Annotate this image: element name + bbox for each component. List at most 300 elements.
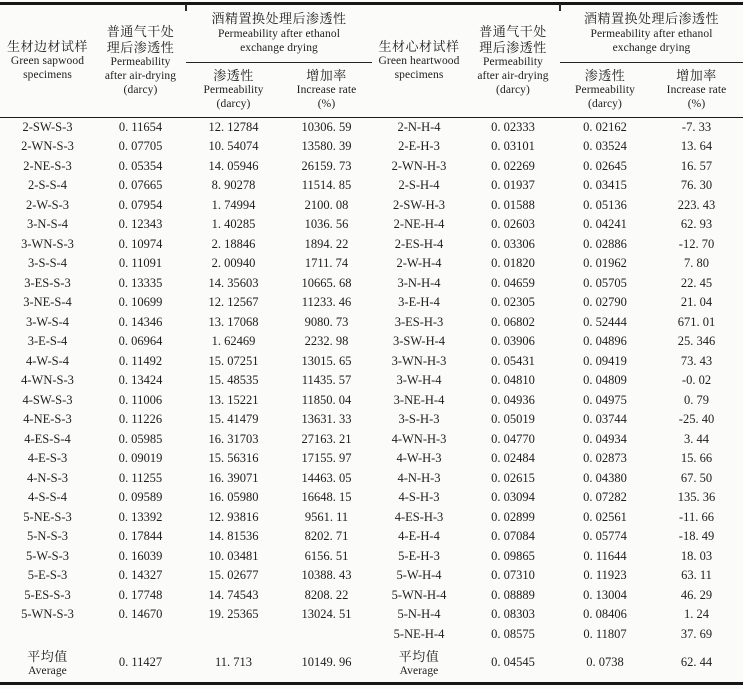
heartwood-increase-rate-cell: -11. 66: [679, 509, 714, 524]
heartwood-increase-rate-cell: 13. 64: [680, 139, 713, 153]
header-ethanol-left-en2: exchange drying: [240, 41, 318, 54]
heartwood-id-cell: 3-W-H-4: [396, 373, 442, 387]
sapwood-ethanol-permeability-cell: 15. 56316: [208, 451, 259, 465]
sapwood-increase-rate-cell: 11233. 46: [301, 295, 352, 309]
header-rate-left-unit: (%): [317, 98, 336, 111]
sapwood-increase-rate-cell: 11850. 04: [301, 392, 352, 407]
table-header: [0, 5, 743, 118]
heartwood-increase-rate-cell: 7. 80: [684, 256, 709, 270]
heartwood-airdry-permeability-cell: 0. 08303: [491, 607, 535, 621]
average-heartwood-rate-cell: 62. 44: [680, 655, 713, 670]
sapwood-id-cell: 5-W-S-3: [25, 548, 70, 563]
sapwood-ethanol-permeability-cell: 15. 02677: [208, 568, 259, 582]
heartwood-airdry-permeability-cell: 0. 03101: [491, 139, 535, 153]
sapwood-airdry-permeability-cell: 0. 11226: [118, 412, 163, 426]
table-row: [0, 293, 743, 313]
heartwood-airdry-permeability-cell: 0. 03094: [491, 490, 535, 504]
header-perm-right-unit: (darcy): [588, 98, 622, 111]
sapwood-airdry-permeability-cell: 0. 09019: [118, 451, 163, 465]
table-row: [0, 586, 743, 606]
heartwood-ethanol-permeability-cell: 0. 02561: [583, 509, 627, 524]
sapwood-increase-rate-cell: 26159. 73: [301, 158, 352, 173]
sapwood-ethanol-permeability-cell: 2. 00940: [211, 256, 256, 270]
heartwood-airdry-permeability-cell: 0. 04770: [491, 431, 535, 446]
table-row: [0, 469, 743, 489]
header-ethanol-left-subcolumns: [186, 63, 372, 117]
column-tick-mark: [559, 4, 561, 11]
heartwood-increase-rate-cell: -0. 02: [681, 373, 712, 387]
sapwood-id-cell: 4-N-S-3: [27, 470, 68, 485]
sapwood-id-cell: 5-WN-S-3: [21, 607, 74, 621]
heartwood-ethanol-permeability-cell: 0. 05705: [583, 275, 627, 290]
table-row: [0, 176, 743, 196]
heartwood-id-cell: 3-SW-H-4: [392, 334, 446, 348]
heartwood-increase-rate-cell: 62. 93: [680, 217, 713, 231]
sapwood-increase-rate-cell: 11514. 85: [301, 178, 352, 192]
sapwood-increase-rate-cell: 10306. 59: [301, 119, 352, 134]
heartwood-airdry-permeability-cell: 0. 07310: [491, 568, 535, 582]
header-rate-right: [650, 63, 743, 117]
heartwood-increase-rate-cell: 21. 04: [680, 295, 713, 309]
table-row: [0, 118, 743, 138]
table-row: [0, 488, 743, 508]
heartwood-ethanol-permeability-cell: 0. 03524: [583, 139, 627, 153]
sapwood-airdry-permeability-cell: 0. 05985: [118, 431, 163, 446]
average-label-right-en: Average: [399, 664, 439, 677]
table-row: [0, 410, 743, 430]
header-airdry-right: [466, 5, 560, 117]
heartwood-airdry-permeability-cell: 0. 01588: [491, 197, 535, 212]
heartwood-increase-rate-cell: 0. 79: [684, 392, 709, 407]
sapwood-airdry-permeability-cell: 0. 06964: [118, 334, 163, 348]
sapwood-increase-rate-cell: 6156. 51: [304, 548, 349, 563]
average-sapwood-airdry-cell: 0. 11427: [118, 655, 163, 670]
sapwood-airdry-permeability-cell: 0. 12343: [118, 217, 163, 231]
header-airdry-left-zh1: 普通气干处: [106, 24, 175, 39]
average-label-right-zh: 平均值: [398, 648, 440, 664]
average-sapwood-rate-cell: 10149. 96: [301, 655, 352, 670]
table-row: [0, 332, 743, 352]
heartwood-increase-rate-cell: 223. 43: [677, 197, 716, 212]
sapwood-airdry-permeability-cell: 0. 14346: [118, 314, 163, 329]
sapwood-ethanol-permeability-cell: 16. 39071: [208, 470, 259, 485]
heartwood-id-cell: 4-ES-H-3: [394, 509, 444, 524]
sapwood-ethanol-permeability-cell: 10. 54074: [208, 139, 259, 153]
header-rate-right-unit: (%): [687, 98, 706, 111]
heartwood-ethanol-permeability-cell: 0. 02873: [583, 451, 627, 465]
column-tick-mark: [185, 4, 187, 11]
table-row: [0, 157, 743, 177]
sapwood-increase-rate-cell: 1036. 56: [304, 217, 349, 231]
heartwood-id-cell: 2-N-H-4: [397, 119, 441, 134]
heartwood-airdry-permeability-cell: 0. 04810: [491, 373, 535, 387]
sapwood-airdry-permeability-cell: 0. 07705: [118, 139, 163, 153]
heartwood-airdry-permeability-cell: 0. 02305: [491, 295, 535, 309]
heartwood-airdry-permeability-cell: 0. 06802: [491, 314, 535, 329]
heartwood-ethanol-permeability-cell: 0. 52444: [583, 314, 627, 329]
sapwood-increase-rate-cell: 16648. 15: [301, 490, 352, 504]
heartwood-increase-rate-cell: 63. 11: [681, 568, 712, 582]
sapwood-ethanol-permeability-cell: 14. 74543: [208, 587, 259, 602]
table-row: [0, 196, 743, 216]
heartwood-id-cell: 4-S-H-3: [398, 490, 440, 504]
sapwood-increase-rate-cell: 9561. 11: [304, 509, 349, 524]
heartwood-airdry-permeability-cell: 0. 02603: [491, 217, 535, 231]
heartwood-ethanol-permeability-cell: 0. 04380: [583, 470, 627, 485]
heartwood-ethanol-permeability-cell: 0. 11923: [583, 568, 627, 582]
heartwood-increase-rate-cell: -18. 49: [678, 529, 715, 543]
header-airdry-left: [95, 5, 186, 117]
table-row: [0, 605, 743, 625]
sapwood-increase-rate-cell: 1894. 22: [304, 236, 349, 251]
sapwood-increase-rate-cell: 27163. 21: [301, 431, 352, 446]
table-row: [0, 274, 743, 294]
sapwood-ethanol-permeability-cell: 14. 05946: [208, 158, 259, 173]
sapwood-id-cell: 5-E-S-3: [27, 568, 68, 582]
table-row: [0, 235, 743, 255]
table-row: [0, 508, 743, 528]
heartwood-ethanol-permeability-cell: 0. 02790: [583, 295, 627, 309]
heartwood-id-cell: 5-N-H-4: [397, 607, 441, 621]
heartwood-increase-rate-cell: 135. 36: [677, 490, 716, 504]
sapwood-id-cell: 4-WN-S-3: [21, 373, 74, 387]
sapwood-increase-rate-cell: 10665. 68: [301, 275, 352, 290]
sapwood-ethanol-permeability-cell: 15. 41479: [208, 412, 259, 426]
heartwood-ethanol-permeability-cell: 0. 11644: [583, 548, 627, 563]
header-rate-right-en: Increase rate: [666, 84, 727, 97]
sapwood-id-cell: 5-ES-S-3: [24, 587, 71, 602]
heartwood-increase-rate-cell: 1. 24: [684, 607, 709, 621]
header-perm-left-zh: 渗透性: [213, 67, 254, 83]
sapwood-ethanol-permeability-cell: 16. 05980: [208, 490, 259, 504]
heartwood-id-cell: 2-W-H-4: [396, 256, 442, 270]
sapwood-ethanol-permeability-cell: 2. 18846: [211, 236, 256, 251]
sapwood-increase-rate-cell: 8202. 71: [304, 529, 349, 543]
table-row: [0, 527, 743, 547]
heartwood-ethanol-permeability-cell: 0. 04934: [583, 431, 627, 446]
heartwood-ethanol-permeability-cell: 0. 04809: [583, 373, 627, 387]
sapwood-airdry-permeability-cell: 0. 07954: [118, 197, 163, 212]
sapwood-airdry-permeability-cell: 0. 11006: [118, 392, 163, 407]
heartwood-ethanol-permeability-cell: 0. 07282: [583, 490, 627, 504]
header-sapwood-zh: 生材边材试样: [6, 38, 88, 54]
header-sapwood-en1: Green sapwood: [10, 55, 85, 68]
heartwood-id-cell: 3-ES-H-3: [394, 314, 444, 329]
header-airdry-right-zh2: 理后渗透性: [479, 39, 547, 55]
heartwood-id-cell: 4-W-H-3: [396, 451, 442, 465]
heartwood-increase-rate-cell: -7. 33: [681, 119, 712, 134]
table-row: [0, 566, 743, 586]
heartwood-airdry-permeability-cell: 0. 07084: [491, 529, 535, 543]
header-perm-right-zh: 渗透性: [584, 67, 626, 83]
header-airdry-right-zh1: 普通气干处: [479, 24, 547, 39]
sapwood-ethanol-permeability-cell: 1. 40285: [211, 217, 256, 231]
heartwood-airdry-permeability-cell: 0. 08575: [491, 626, 535, 641]
heartwood-increase-rate-cell: 15. 66: [680, 451, 713, 465]
sapwood-id-cell: 2-W-S-3: [25, 197, 70, 212]
table-row: [0, 371, 743, 391]
heartwood-ethanol-permeability-cell: 0. 03415: [583, 178, 627, 192]
sapwood-airdry-permeability-cell: 0. 13392: [118, 509, 163, 524]
table-row: [0, 137, 743, 157]
header-ethanol-left-title: [186, 5, 372, 63]
sapwood-id-cell: 4-SW-S-3: [22, 392, 73, 407]
sapwood-airdry-permeability-cell: 0. 11255: [118, 470, 163, 485]
heartwood-ethanol-permeability-cell: 0. 03744: [583, 412, 627, 426]
table-row: [0, 547, 743, 567]
heartwood-increase-rate-cell: 3. 44: [684, 431, 709, 446]
heartwood-ethanol-permeability-cell: 0. 08406: [583, 607, 627, 621]
heartwood-ethanol-permeability-cell: 0. 13004: [583, 587, 627, 602]
header-heartwood-zh: 生材心材试样: [378, 38, 460, 54]
heartwood-id-cell: 4-E-H-4: [398, 529, 440, 543]
heartwood-ethanol-permeability-cell: 0. 02886: [583, 236, 627, 251]
heartwood-increase-rate-cell: 73. 43: [680, 353, 713, 368]
header-ethanol-right-subcolumns: [560, 63, 743, 117]
sapwood-id-cell: 3-E-S-4: [27, 334, 68, 348]
sapwood-ethanol-permeability-cell: 13. 15221: [208, 392, 259, 407]
header-airdry-left-unit: (darcy): [123, 84, 158, 96]
sapwood-ethanol-permeability-cell: 14. 35603: [208, 275, 259, 290]
sapwood-airdry-permeability-cell: 0. 10974: [118, 236, 163, 251]
heartwood-id-cell: 5-NE-H-4: [393, 626, 445, 641]
heartwood-airdry-permeability-cell: 0. 09865: [491, 548, 535, 563]
header-ethanol-group-right: [560, 5, 743, 117]
sapwood-increase-rate-cell: 14463. 05: [301, 470, 352, 485]
average-label-right: [372, 649, 466, 678]
table-row: [0, 391, 743, 411]
heartwood-id-cell: 2-E-H-3: [398, 139, 440, 153]
heartwood-increase-rate-cell: -12. 70: [678, 236, 715, 251]
heartwood-id-cell: 2-ES-H-4: [394, 236, 444, 251]
sapwood-airdry-permeability-cell: 0. 10699: [118, 295, 163, 309]
header-airdry-left-en1: Permeability: [110, 56, 171, 68]
heartwood-ethanol-permeability-cell: 0. 04241: [583, 217, 627, 231]
average-sapwood-ethanol-cell: 11. 713: [214, 655, 253, 670]
heartwood-ethanol-permeability-cell: 0. 04896: [583, 334, 627, 348]
sapwood-airdry-permeability-cell: 0. 17748: [118, 587, 163, 602]
header-sapwood-en2: specimens: [23, 69, 72, 82]
sapwood-increase-rate-cell: 1711. 74: [304, 256, 349, 270]
table-row: [0, 430, 743, 450]
sapwood-ethanol-permeability-cell: 12. 93816: [208, 509, 259, 524]
header-airdry-left-en2: after air-drying: [104, 70, 177, 82]
heartwood-ethanol-permeability-cell: 0. 02645: [583, 158, 627, 173]
header-heartwood-specimens: [372, 5, 466, 117]
heartwood-increase-rate-cell: 46. 29: [680, 587, 713, 602]
sapwood-id-cell: 4-W-S-4: [25, 353, 70, 368]
heartwood-increase-rate-cell: 16. 57: [680, 158, 713, 173]
heartwood-airdry-permeability-cell: 0. 02615: [491, 470, 535, 485]
header-ethanol-right-title: [560, 5, 743, 63]
heartwood-increase-rate-cell: 22. 45: [680, 275, 713, 290]
heartwood-airdry-permeability-cell: 0. 03906: [491, 334, 535, 348]
heartwood-airdry-permeability-cell: 0. 04936: [491, 392, 535, 407]
sapwood-id-cell: 2-NE-S-3: [23, 158, 72, 173]
sapwood-airdry-permeability-cell: 0. 13335: [118, 275, 163, 290]
heartwood-ethanol-permeability-cell: 0. 11807: [583, 626, 627, 641]
heartwood-increase-rate-cell: 25. 346: [677, 334, 716, 348]
heartwood-increase-rate-cell: 18. 03: [680, 548, 713, 563]
average-heartwood-airdry-cell: 0. 04545: [491, 655, 535, 670]
header-ethanol-right-en1: Permeability after ethanol: [590, 27, 713, 40]
heartwood-id-cell: 4-N-H-3: [397, 470, 441, 485]
sapwood-id-cell: 3-S-S-4: [28, 256, 67, 270]
sapwood-id-cell: 4-ES-S-4: [24, 431, 71, 446]
sapwood-increase-rate-cell: 2100. 08: [304, 197, 349, 212]
average-heartwood-ethanol-cell: 0. 0738: [586, 655, 624, 670]
header-ethanol-right-zh: 酒精置换处理后渗透性: [583, 11, 719, 27]
sapwood-id-cell: 3-WN-S-3: [21, 236, 74, 251]
header-rate-left-zh: 增加率: [306, 67, 347, 83]
sapwood-airdry-permeability-cell: 0. 14670: [118, 607, 163, 621]
table-row: [0, 313, 743, 333]
heartwood-airdry-permeability-cell: 0. 01937: [491, 178, 535, 192]
header-ethanol-left-zh: 酒精置换处理后渗透性: [211, 11, 347, 27]
header-perm-right-en: Permeability: [575, 84, 635, 97]
heartwood-increase-rate-cell: 67. 50: [680, 470, 713, 485]
average-label-left-zh: 平均值: [27, 648, 68, 664]
sapwood-airdry-permeability-cell: 0. 09589: [118, 490, 163, 504]
heartwood-airdry-permeability-cell: 0. 08889: [491, 587, 535, 602]
header-heartwood-en1: Green heartwood: [378, 55, 460, 68]
heartwood-airdry-permeability-cell: 0. 03306: [491, 236, 535, 251]
heartwood-increase-rate-cell: -25. 40: [678, 412, 715, 426]
average-row: [0, 644, 743, 682]
header-heartwood-en2: specimens: [394, 69, 444, 82]
sapwood-increase-rate-cell: 13631. 33: [301, 412, 352, 426]
sapwood-airdry-permeability-cell: 0. 16039: [118, 548, 163, 563]
average-label-left-en: Average: [28, 664, 67, 677]
header-airdry-right-unit: (darcy): [496, 84, 530, 96]
sapwood-increase-rate-cell: 10388. 43: [301, 568, 352, 582]
heartwood-ethanol-permeability-cell: 0. 05774: [583, 529, 627, 543]
sapwood-id-cell: 5-N-S-3: [27, 529, 68, 543]
header-perm-left-en: Permeability: [203, 84, 264, 97]
sapwood-ethanol-permeability-cell: 8. 90278: [211, 178, 256, 192]
heartwood-id-cell: 5-E-H-3: [398, 548, 440, 563]
header-sapwood-specimens: [0, 5, 95, 117]
heartwood-ethanol-permeability-cell: 0. 05136: [583, 197, 627, 212]
heartwood-id-cell: 5-WN-H-4: [391, 587, 447, 602]
sapwood-increase-rate-cell: 17155. 97: [301, 451, 352, 465]
sapwood-ethanol-permeability-cell: 1. 74994: [211, 197, 256, 212]
table-row: [0, 254, 743, 274]
heartwood-id-cell: 2-S-H-4: [398, 178, 440, 192]
sapwood-id-cell: 5-NE-S-3: [23, 509, 72, 524]
table-row: [0, 449, 743, 469]
sapwood-id-cell: 3-W-S-4: [25, 314, 70, 329]
sapwood-airdry-permeability-cell: 0. 11492: [118, 353, 163, 368]
sapwood-airdry-permeability-cell: 0. 11654: [118, 119, 163, 134]
header-rate-left-en: Increase rate: [296, 84, 357, 97]
sapwood-airdry-permeability-cell: 0. 17844: [118, 529, 163, 543]
heartwood-id-cell: 2-NE-H-4: [393, 217, 445, 231]
heartwood-id-cell: 3-N-H-4: [397, 275, 441, 290]
header-perm-left: [186, 63, 281, 117]
sapwood-increase-rate-cell: 2232. 98: [304, 334, 349, 348]
heartwood-increase-rate-cell: 671. 01: [677, 314, 716, 329]
sapwood-id-cell: 2-SW-S-3: [22, 119, 73, 134]
sapwood-ethanol-permeability-cell: 14. 81536: [208, 529, 259, 543]
header-perm-left-unit: (darcy): [216, 98, 251, 111]
sapwood-increase-rate-cell: 9080. 73: [304, 314, 349, 329]
heartwood-airdry-permeability-cell: 0. 05019: [491, 412, 535, 426]
header-ethanol-group-left: [186, 5, 372, 117]
header-ethanol-left-en1: Permeability after ethanol: [217, 27, 341, 40]
sapwood-airdry-permeability-cell: 0. 11091: [118, 256, 163, 270]
sapwood-airdry-permeability-cell: 0. 14327: [118, 568, 163, 582]
sapwood-id-cell: 3-ES-S-3: [24, 275, 71, 290]
sapwood-airdry-permeability-cell: 0. 07665: [118, 178, 163, 192]
sapwood-increase-rate-cell: 13015. 65: [301, 353, 352, 368]
header-ethanol-right-en2: exchange drying: [612, 41, 691, 54]
heartwood-id-cell: 3-E-H-4: [398, 295, 440, 309]
sapwood-increase-rate-cell: 8208. 22: [304, 587, 349, 602]
heartwood-id-cell: 5-W-H-4: [396, 568, 442, 582]
heartwood-airdry-permeability-cell: 0. 02484: [491, 451, 535, 465]
sapwood-id-cell: 4-E-S-3: [27, 451, 68, 465]
sapwood-id-cell: 2-WN-S-3: [21, 139, 74, 153]
heartwood-airdry-permeability-cell: 0. 01820: [491, 256, 535, 270]
heartwood-airdry-permeability-cell: 0. 05431: [491, 353, 535, 368]
heartwood-id-cell: 2-SW-H-3: [392, 197, 446, 212]
heartwood-increase-rate-cell: 37. 69: [680, 626, 713, 641]
sapwood-ethanol-permeability-cell: 15. 07251: [208, 353, 259, 368]
sapwood-id-cell: 3-N-S-4: [27, 217, 68, 231]
table-row: [0, 352, 743, 372]
heartwood-ethanol-permeability-cell: 0. 04975: [583, 392, 627, 407]
heartwood-airdry-permeability-cell: 0. 04659: [491, 275, 535, 290]
table-bottom-rule: [0, 682, 743, 685]
sapwood-airdry-permeability-cell: 0. 13424: [118, 373, 163, 387]
sapwood-id-cell: 3-NE-S-4: [23, 295, 72, 309]
heartwood-id-cell: 2-WN-H-3: [391, 158, 447, 173]
sapwood-increase-rate-cell: 13024. 51: [301, 607, 352, 621]
header-rate-left: [281, 63, 372, 117]
heartwood-ethanol-permeability-cell: 0. 02162: [583, 119, 627, 134]
sapwood-id-cell: 4-S-S-4: [28, 490, 67, 504]
heartwood-id-cell: 3-S-H-3: [398, 412, 440, 426]
sapwood-ethanol-permeability-cell: 12. 12567: [208, 295, 259, 309]
average-label-left: [0, 649, 95, 678]
table-row: [0, 625, 743, 645]
heartwood-id-cell: 3-NE-H-4: [393, 392, 445, 407]
table-row: [0, 215, 743, 235]
header-airdry-right-en1: Permeability: [483, 56, 543, 68]
sapwood-ethanol-permeability-cell: 16. 31703: [208, 431, 259, 446]
heartwood-id-cell: 4-WN-H-3: [391, 431, 447, 446]
sapwood-increase-rate-cell: 13580. 39: [301, 139, 352, 153]
sapwood-ethanol-permeability-cell: 13. 17068: [208, 314, 259, 329]
sapwood-airdry-permeability-cell: 0. 05354: [118, 158, 163, 173]
sapwood-ethanol-permeability-cell: 19. 25365: [208, 607, 259, 621]
sapwood-ethanol-permeability-cell: 10. 03481: [208, 548, 259, 563]
heartwood-ethanol-permeability-cell: 0. 09419: [583, 353, 627, 368]
heartwood-airdry-permeability-cell: 0. 02269: [491, 158, 535, 173]
header-perm-right: [560, 63, 650, 117]
permeability-comparison-table: [0, 2, 743, 685]
header-rate-right-zh: 增加率: [676, 67, 717, 83]
heartwood-airdry-permeability-cell: 0. 02333: [491, 119, 535, 134]
sapwood-id-cell: 4-NE-S-3: [23, 412, 72, 426]
heartwood-id-cell: 3-WN-H-3: [391, 353, 447, 368]
heartwood-increase-rate-cell: 76. 30: [680, 178, 713, 192]
sapwood-increase-rate-cell: 11435. 57: [301, 373, 352, 387]
header-airdry-left-zh2: 理后渗透性: [106, 39, 175, 55]
heartwood-ethanol-permeability-cell: 0. 01962: [583, 256, 627, 270]
sapwood-ethanol-permeability-cell: 12. 12784: [208, 119, 259, 134]
